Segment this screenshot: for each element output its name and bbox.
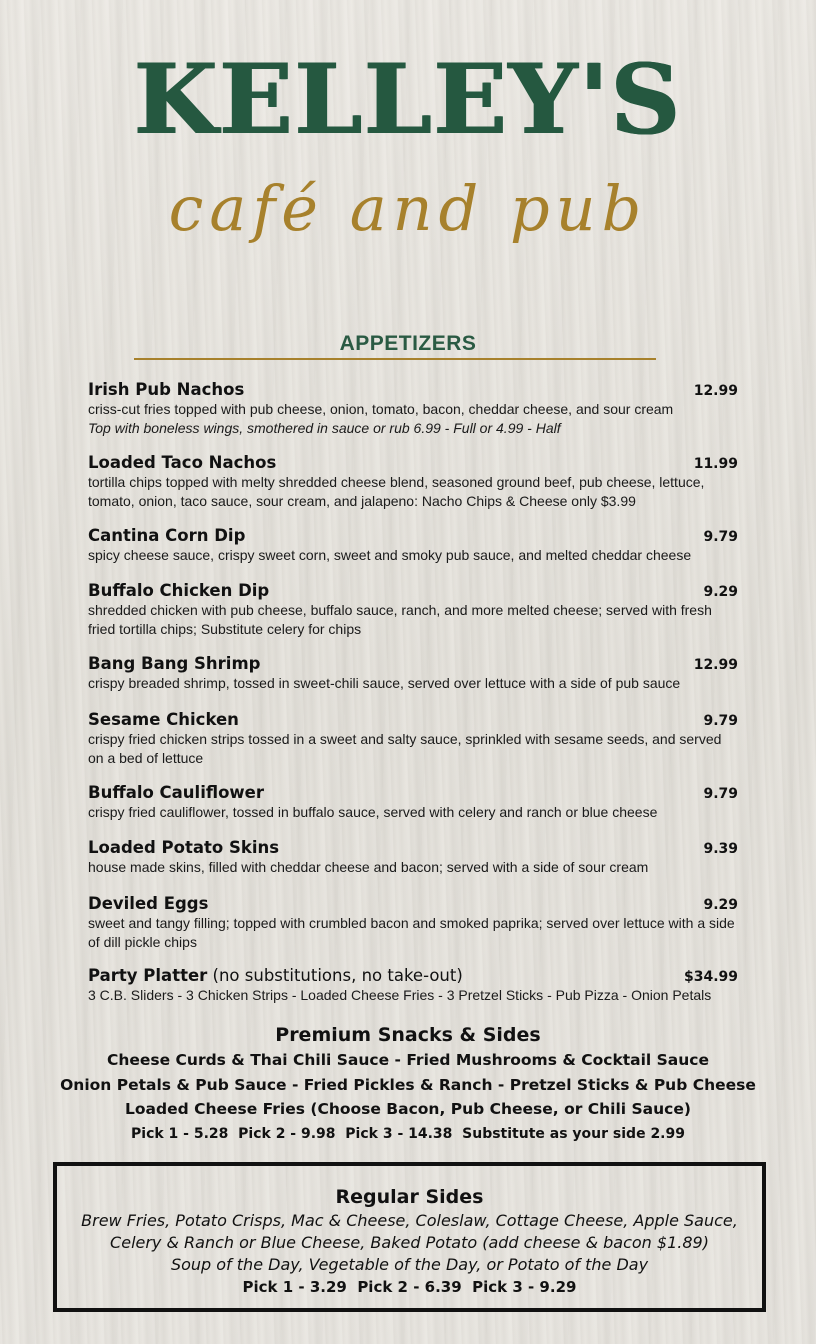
menu-item xyxy=(88,380,738,437)
premium-snacks-section xyxy=(0,1022,816,1146)
item-price: 9.29 xyxy=(703,897,738,913)
brand-title: KELLEY'S xyxy=(133,43,683,156)
premium-line: Loaded Cheese Fries (Choose Bacon, Pub Cheese, or Chili Sauce) xyxy=(125,1100,691,1118)
item-description: shredded chicken with pub cheese, buffalo sauce, ranch, and more melted cheese; served with fresh fried tortilla chips; Substitute celery for chips xyxy=(88,602,712,637)
sides-line: Celery & Ranch or Blue Cheese, Baked Potato (add cheese & bacon $1.89) xyxy=(110,1233,709,1252)
menu-item xyxy=(88,838,738,877)
premium-title: Premium Snacks & Sides xyxy=(275,1024,541,1046)
item-price: 11.99 xyxy=(693,456,738,472)
item-description: 3 C.B. Sliders - 3 Chicken Strips - Loaded Cheese Fries - 3 Pretzel Sticks - Pub Pizza - Onion Petals xyxy=(88,987,712,1003)
item-price: 9.29 xyxy=(703,584,738,600)
item-name: Buffalo Chicken Dip xyxy=(88,581,270,600)
item-description: crispy fried cauliflower, tossed in buffalo sauce, served with celery and ranch or blue cheese xyxy=(88,804,658,820)
item-description: sweet and tangy filling; topped with crumbled bacon and smoked paprika; served over lettuce with a side of dill pickle chips xyxy=(88,915,735,950)
item-description: crispy breaded shrimp, tossed in sweet-chili sauce, served over lettuce with a side of pub sauce xyxy=(88,675,681,691)
item-name-suffix: (no substitutions, no take-out) xyxy=(207,966,463,985)
sides-prices: Pick 1 - 3.29 Pick 2 - 6.39 Pick 3 - 9.29 xyxy=(242,1278,577,1296)
menu-item xyxy=(88,581,738,638)
item-name: Loaded Taco Nachos xyxy=(88,453,277,472)
item-name: Buffalo Cauliflower xyxy=(88,783,264,802)
item-price: 9.39 xyxy=(703,841,738,857)
premium-line: Cheese Curds & Thai Chili Sauce - Fried Mushrooms & Cocktail Sauce xyxy=(106,1051,710,1069)
item-name-main: Party Platter xyxy=(88,966,208,985)
item-name: Irish Pub Nachos xyxy=(88,380,245,399)
item-price: 12.99 xyxy=(693,657,738,673)
sides-line: Brew Fries, Potato Crisps, Mac & Cheese, Coleslaw, Cottage Cheese, Apple Sauce, xyxy=(81,1211,738,1230)
item-name: Bang Bang Shrimp xyxy=(88,654,261,673)
brand-subtitle: café and pub xyxy=(168,172,648,245)
item-price: 9.79 xyxy=(703,529,738,545)
item-note: Top with boneless wings, smothered in sauce or rub 6.99 - Full or 4.99 - Half xyxy=(88,419,561,436)
item-name: Sesame Chicken xyxy=(88,710,239,729)
item-name: Deviled Eggs xyxy=(88,894,209,913)
item-description: tortilla chips topped with melty shredded cheese blend, seasoned ground beef, pub cheese, lettuce, tomato, onion, taco sauce, sour cream, and jalapeno: Nacho Chips & Cheese only $3.99 xyxy=(88,474,705,509)
menu-item xyxy=(88,894,738,951)
item-price: 9.79 xyxy=(703,713,738,729)
item-name: Loaded Potato Skins xyxy=(88,838,280,857)
menu-item xyxy=(88,710,738,767)
premium-line: Onion Petals & Pub Sauce - Fried Pickles & Ranch - Pretzel Sticks & Pub Cheese xyxy=(60,1075,756,1094)
item-name xyxy=(88,966,463,985)
premium-prices: Pick 1 - 5.28 Pick 2 - 9.98 Pick 3 - 14.38 Substitute as your side 2.99 xyxy=(131,1125,685,1142)
menu-item xyxy=(88,453,738,510)
menu-item xyxy=(88,783,738,822)
item-description: crispy fried chicken strips tossed in a sweet and salty sauce, sprinkled with sesame seeds, and served on a bed of lettuce xyxy=(88,731,722,766)
menu-item xyxy=(88,526,738,565)
menu-item xyxy=(88,966,738,1005)
item-price: 9.79 xyxy=(703,786,738,802)
sides-line: Soup of the Day, Vegetable of the Day, or Potato of the Day xyxy=(170,1255,649,1274)
section-title: APPETIZERS xyxy=(339,332,477,355)
section-divider xyxy=(134,358,656,360)
item-description: criss-cut fries topped with pub cheese, onion, tomato, bacon, cheddar cheese, and sour cream xyxy=(88,401,674,417)
item-description: spicy cheese sauce, crispy sweet corn, sweet and smoky pub sauce, and melted cheddar cheese xyxy=(88,547,692,563)
regular-sides-box xyxy=(53,1162,766,1312)
item-description: house made skins, filled with cheddar cheese and bacon; served with a side of sour cream xyxy=(88,859,649,875)
item-price: 12.99 xyxy=(693,383,738,399)
item-price: $34.99 xyxy=(683,969,738,985)
item-name: Cantina Corn Dip xyxy=(88,526,246,545)
sides-title: Regular Sides xyxy=(335,1186,484,1208)
menu-item xyxy=(88,654,738,693)
